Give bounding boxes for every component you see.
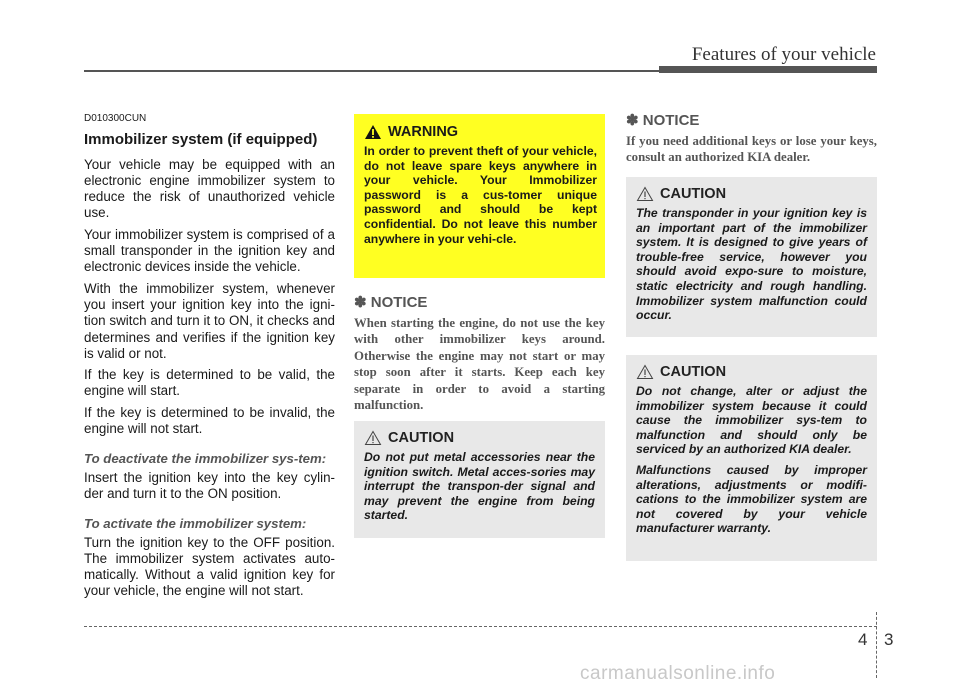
activate-text: Turn the ignition key to the OFF position. The immobilizer system activates auto-matically. Without a valid ignition key for your vehicle, the engine will not start.: [84, 534, 335, 599]
caution-text: Do not put metal accessories near the ignition switch. Metal acces-sories may interrupt the transpon-der signal and may prevent the engine from being started.: [364, 450, 595, 523]
left-column: [84, 111, 335, 605]
warning-triangle-icon: [364, 124, 382, 140]
notice-text: If you need additional keys or lose your keys, consult an authorized KIA dealer.: [626, 134, 877, 165]
footer-rule: [84, 626, 877, 627]
watermark: carmanualsonline.info: [580, 663, 776, 684]
page-number-divider: [876, 612, 877, 678]
notice-title: ✽ NOTICE: [626, 112, 700, 129]
deactivate-heading: To deactivate the immobilizer sys-tem:: [84, 451, 327, 467]
deactivate-text: Insert the ignition key into the key cylin-der and turn it to the ON position.: [84, 469, 335, 501]
warning-text: In order to prevent theft of your vehicle, do not leave spare keys anywhere in your vehicle. Your Immobilizer password is a cus-tomer unique password and should be kept confidential. Do not leave this number anywhere in your vehi-cle.: [364, 144, 597, 246]
notice-additional-keys: [626, 111, 877, 166]
warning-title: WARNING: [388, 123, 459, 140]
caution-transponder: [626, 177, 877, 337]
caution-triangle-icon: [636, 364, 654, 380]
notice-engine-start: [354, 293, 605, 413]
warning-box: [354, 114, 605, 278]
caution-title: CAUTION: [660, 364, 727, 380]
activate-heading: To activate the immobilizer system:: [84, 516, 307, 532]
page-number: 3: [884, 630, 894, 649]
section-title: Features of your vehicle: [691, 44, 876, 65]
header-rule-thick: [659, 66, 877, 73]
notice-text: When starting the engine, do not use the key with other immobilizer keys around. Otherwise the engine may not start or may stop soon after it starts. Keep each key separate in order to avoid a starting malfunction.: [354, 316, 605, 413]
caution-metal-accessories: [354, 421, 605, 538]
caution-modification: [626, 355, 877, 561]
caution-text: Malfunctions caused by improper alterations, adjustments or modifi-cations to the immobilizer system are not covered by your vehicle manufacturer warranty.: [636, 462, 867, 536]
caution-title: CAUTION: [660, 186, 727, 202]
notice-title: ✽ NOTICE: [354, 294, 428, 311]
caution-triangle-icon: [364, 430, 382, 446]
caution-triangle-icon: [636, 186, 654, 202]
paragraph: If the key is determined to be invalid, the engine will not start.: [84, 404, 335, 437]
header-rule-thin: [84, 70, 659, 72]
caution-title: CAUTION: [388, 430, 455, 446]
paragraph: If the key is determined to be valid, the engine will start.: [84, 367, 335, 399]
section-code: D010300CUN: [84, 113, 147, 124]
paragraph: With the immobilizer system, whenever you insert your ignition key into the igni-tion switch and turn it to ON, it checks and determines and verifies if the ignition key is valid or not.: [84, 280, 335, 361]
section-heading: Immobilizer system (if equipped): [84, 131, 318, 149]
caution-text: The transponder in your ignition key is an important part of the immobilizer system. It is designed to give years of trouble-free service, however you should avoid expo-sure to moisture, static electricity and rough handling. Immobilizer system malfunction could occur.: [636, 206, 867, 323]
caution-text: Do not change, alter or adjust the immobilizer system because it could cause the immobilizer sys-tem to malfunction and should only be serviced by an authorized KIA dealer.: [636, 384, 867, 457]
chapter-number: 4: [858, 630, 868, 649]
paragraph: Your vehicle may be equipped with an electronic engine immobilizer system to reduce the risk of unauthorized vehicle use.: [84, 156, 335, 221]
paragraph: Your immobilizer system is comprised of a small transponder in the ignition key and electronic devices inside the vehicle.: [84, 226, 335, 275]
